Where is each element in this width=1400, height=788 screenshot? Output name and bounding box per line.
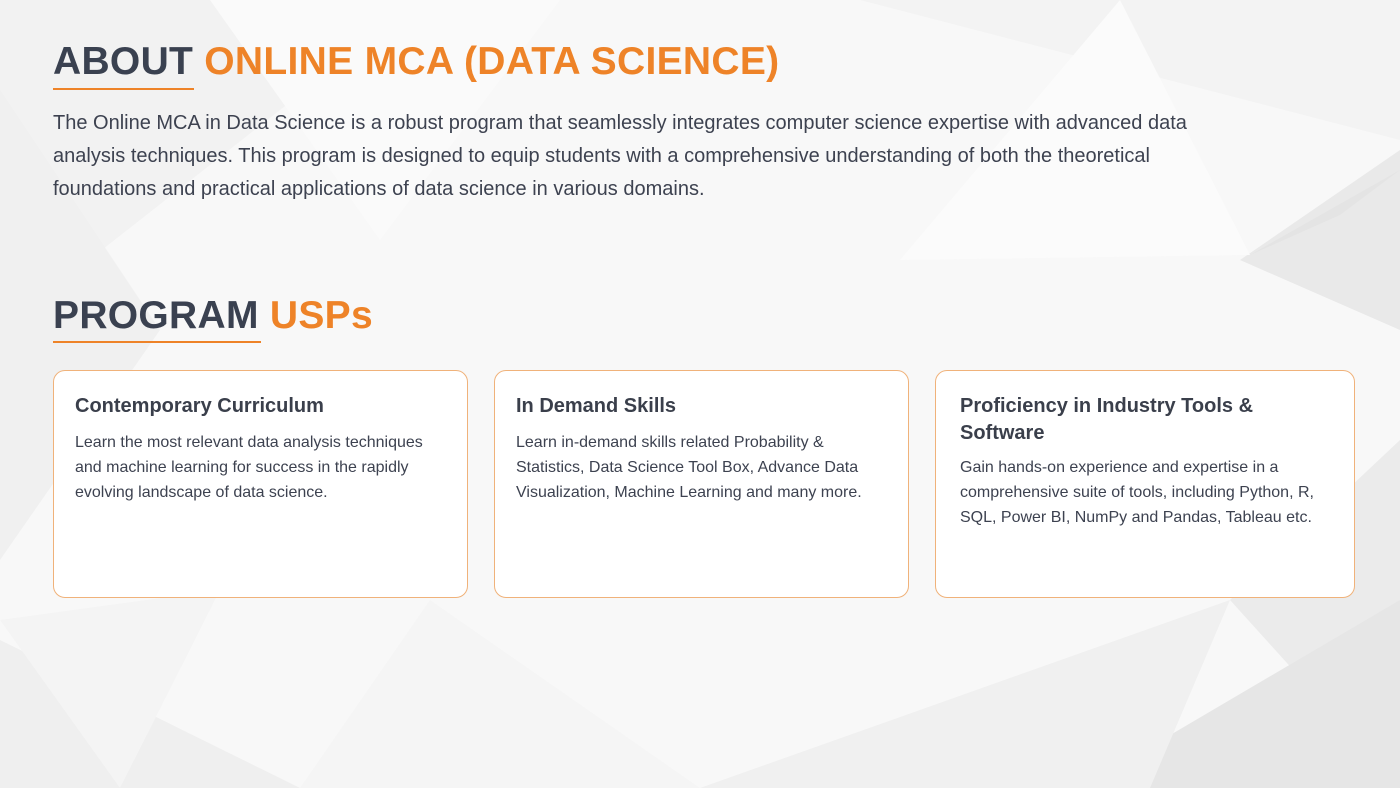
usp-card-text: Gain hands-on experience and expertise in a comprehensive suite of tools, including Python, R, SQL, Power BI, NumPy and Pandas, Tableau etc. [960,459,1314,526]
about-description: The Online MCA in Data Science is a robust program that seamlessly integrates computer science expertise with advanced data analysis techniques. This program is designed to equip students with a comprehensive understanding of both the theoretical foundations and practical applications of data science in various domains. [53,112,1187,200]
usps-heading-accent: USPs [269,294,373,337]
usp-card-title: Proficiency in Industry Tools & Software [960,395,1254,444]
about-heading-underline [53,88,194,90]
usp-card-title: Contemporary Curriculum [75,395,324,417]
usp-card-industry-tools [935,370,1355,598]
usps-heading [53,292,373,340]
usp-card-text: Learn in-demand skills related Probability & Statistics, Data Science Tool Box, Advance Data Visualization, Machine Learning and many more. [516,434,862,501]
usp-card-title: In Demand Skills [516,395,677,417]
usp-card-in-demand-skills [494,370,909,598]
about-heading-prefix: ABOUT [53,40,194,83]
about-heading [53,38,779,86]
usp-card-contemporary-curriculum [53,370,468,598]
usps-heading-underline [53,341,261,343]
usp-card-text: Learn the most relevant data analysis techniques and machine learning for success in the rapidly evolving landscape of data science. [75,434,423,501]
about-heading-program-name: ONLINE MCA (DATA SCIENCE) [204,40,780,83]
usps-heading-prefix: PROGRAM [53,294,259,337]
